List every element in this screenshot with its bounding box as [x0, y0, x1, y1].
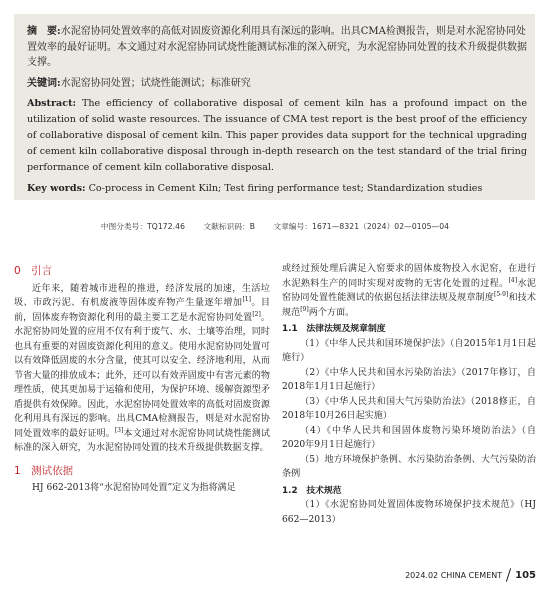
left-column: [14, 264, 270, 496]
cont-text-1: 或经过预处理后满足入窑要求的固体废物投入水泥窑，在进行水泥熟料生产的同时实现对废物的无害化处置的过程。: [282, 264, 536, 289]
cont-text-2: 水泥窑协同处置性能测试的依据包括法律法规及规章制度: [282, 278, 536, 303]
abstract-cn-label: 摘 要:: [27, 26, 61, 37]
abstract-box: [14, 14, 535, 200]
journal-issue: 2024.02 CHINA CEMENT: [405, 570, 503, 580]
keywords-cn-label: 关键词:: [27, 78, 61, 89]
ref-9: [9]: [300, 305, 309, 313]
cont-text-3: 和技术规范: [282, 293, 536, 318]
list-item: （5）地方环境保护条例、水污染防治条例、大气污染防治条例: [282, 454, 536, 479]
abstract-cn: [27, 24, 527, 71]
clc-number: 中图分类号：TQ172.46: [100, 222, 186, 231]
subsection-1-1-title: 1.1 法律法规及规章制度: [282, 324, 386, 334]
section-1-paragraph: HJ 662-2013将“水泥窑协同处置”定义为指将满足: [32, 483, 236, 493]
ref-2: [2]: [252, 310, 261, 318]
abstract-cn-text: 水泥窑协同处置效率的高低对固废资源化利用具有深远的影响。出具CMA检测报告，则是对水泥窑协同处置效率的最好证明。本文通过对水泥窑协同试烧性能测试标准的深入研究，为水泥窑协同处置的技术升级提供数据支撑。: [27, 26, 527, 68]
abstract-en: [27, 96, 527, 176]
article-number: 文章编号：1671—8321（2024）02—0105—04: [273, 222, 450, 231]
intro-text-3: 。水泥窑协同处置的应用不仅有利于废气、水、土壤等治理，同时也具有重要的对固废资源化利用的意义。使用水泥窑协同处置可以有效降低固废的水分含量，使其可以安全、经济地利用，从而节省大量的排放成本；此外，还可以有效弄固废中有害元素的物理性质，使其更加易于运输和使用，为保护环境、缓解资源型矛盾提供有效保障。因此，水泥窑协同处置效率的高低对固废资源化利用具有深远的影响。出具CMA检测报告，则是对水泥窑协同处置效率的最好证明。: [14, 312, 270, 439]
continued-paragraph: [282, 262, 536, 320]
intro-text-1: 近年来，随着城市进程的推进，经济发展的加速，生活垃圾、市政污泥、有机废液等固体废弃物产生量逐年增加: [14, 283, 270, 308]
ref-3: [3]: [114, 426, 124, 434]
footer-divider: [506, 568, 511, 582]
keywords-en: [27, 181, 527, 196]
ref-4: [4]: [508, 276, 518, 284]
page-footer: [405, 568, 536, 582]
abstract-en-text: The efficiency of collaborative disposal of cement kiln has a profound impact on the utilization of solid waste resources. The issuance of CMA test report is the best proof of the efficiency of collaborative disposal of cement kiln. This paper provides data support for the technical upgrading of cement kiln collaborative disposal through in-depth research on the test standard of the trial firing performance of cement kiln collaborative disposal.: [27, 98, 527, 173]
intro-text-2: 。目前，固体废弃物资源化利用的最主要工艺是水泥窑协同处置: [14, 298, 270, 323]
right-column: [282, 262, 536, 527]
list-item: （2）《中华人民共和国水污染防治法》（2017年修订，自2018年1月1日起施行）: [282, 367, 536, 392]
doc-code: 文献标识码：B: [203, 222, 256, 231]
keywords-cn-text: 水泥窑协同处置；试烧性能测试；标准研究: [60, 78, 251, 89]
list-item: （1）《水泥窑协同处置固体废物环境保护技术规范》（HJ 662—2013）: [282, 500, 536, 525]
subsection-1-2-title: 1.2 技术规范: [282, 485, 342, 496]
abstract-en-label: Abstract:: [27, 98, 77, 109]
page-number: 105: [515, 569, 536, 581]
section-0-paragraph: [14, 282, 270, 456]
section-0-title: 0 引言: [14, 265, 53, 277]
ref-5-9: [5-9]: [493, 290, 509, 298]
list-item: （4）《中华人民共和国固体废物污染环境防治法》（自2020年9月1日起施行）: [282, 425, 536, 450]
cont-text-4: 两个方面。: [308, 307, 355, 318]
spec-list: [282, 498, 536, 527]
law-list: [282, 337, 536, 482]
list-item: （3）《中华人民共和国大气污染防治法》（2018修正，自2018年10月26日起实施）: [282, 396, 536, 421]
ref-1: [1]: [242, 295, 251, 303]
keywords-en-label: Key words:: [27, 183, 86, 194]
section-1-title: 1 测试依据: [14, 464, 74, 477]
list-item: （1）《中华人民共和国环境保护法》（自2015年1月1日起施行）: [282, 338, 536, 363]
article-meta: [0, 221, 550, 232]
keywords-cn: [27, 76, 527, 91]
keywords-en-text: Co-process in Cement Kiln; Test firing performance test; Standardization studies: [88, 183, 483, 194]
intro-text-4: 本文通过对水泥窑协同试烧性能测试标准的深入研究，为水泥窑协同处置的技术升级提供数据支撑。: [14, 428, 270, 453]
